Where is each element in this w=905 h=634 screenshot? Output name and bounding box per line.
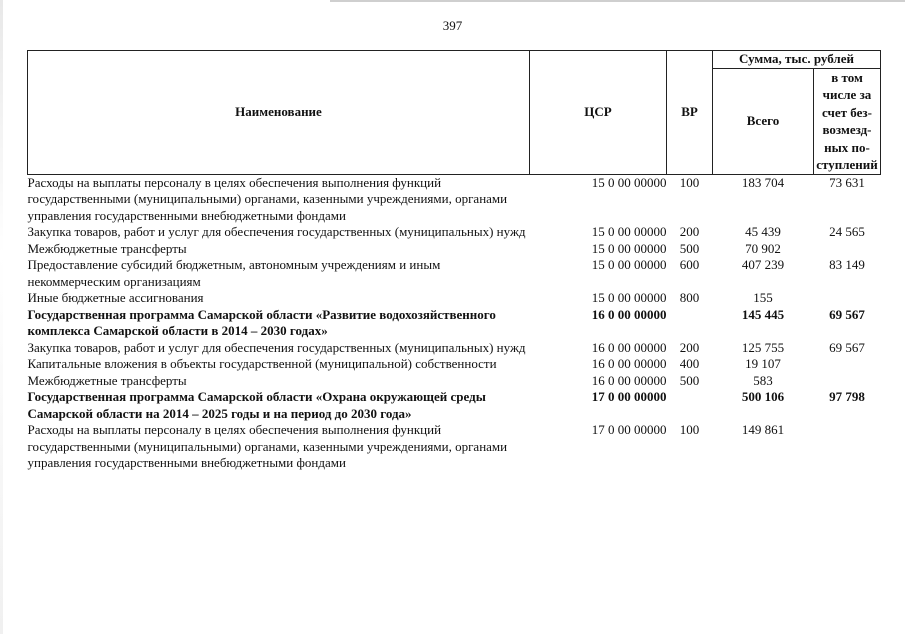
header-csr: ЦСР — [530, 51, 667, 175]
cell-free: 73 631 — [829, 174, 865, 190]
cell-total: 45 439 — [745, 224, 781, 239]
cell-name: Расходы на выплаты персоналу в целях обеспечения выполнения функций государственными (муниципальными) органами, казенными учреждениями, органами управления государственными внебюджетными фондами — [27, 174, 508, 223]
header-name: Наименование — [28, 51, 530, 175]
cell-name: Межбюджетные трансферты — [27, 372, 187, 388]
table-row — [28, 389, 881, 422]
table-row — [28, 307, 881, 340]
cell-vr: 100 — [679, 174, 700, 190]
table-row — [28, 224, 881, 241]
cell-name: Расходы на выплаты персоналу в целях обеспечения выполнения функций государственными (муниципальными) органами, казенными учреждениями, органами управления государственными внебюджетными фондами — [27, 422, 508, 470]
cell-total: 500 106 — [741, 389, 785, 404]
cell-name: Межбюджетные трансферты — [27, 240, 187, 256]
cell-vr: 100 — [679, 422, 700, 437]
cell-name: Иные бюджетные ассигнования — [27, 290, 204, 305]
cell-total: 407 239 — [741, 257, 785, 272]
cell-csr: 15 0 00 00000 — [591, 290, 667, 305]
cell-free — [814, 241, 881, 258]
cell-vr: 500 — [679, 240, 700, 256]
cell-total: 70 902 — [745, 240, 781, 256]
cell-free — [814, 356, 881, 373]
cell-csr: 17 0 00 00000 — [591, 422, 667, 437]
table-row — [28, 174, 881, 224]
cell-free: 69 567 — [829, 339, 865, 355]
cell-csr: 15 0 00 00000 — [591, 240, 667, 256]
cell-total: 583 — [753, 372, 773, 388]
cell-total: 125 755 — [741, 339, 785, 355]
header-total: Всего — [713, 68, 814, 174]
table-header — [28, 51, 881, 175]
header-vr: ВР — [667, 51, 713, 175]
cell-free: 97 798 — [829, 389, 865, 404]
cell-vr — [667, 307, 713, 340]
cell-name: Государственная программа Самарской области «Развитие водохозяйственного комплекса Самарской области в 2014 – 2030 годах» — [27, 306, 496, 338]
cell-csr: 16 0 00 00000 — [591, 339, 667, 355]
table-row — [28, 241, 881, 258]
cell-csr: 15 0 00 00000 — [591, 257, 667, 272]
header-free: в том числе за счет без-возмезд-ных по-ступлений — [814, 68, 881, 174]
cell-vr: 600 — [679, 257, 700, 272]
cell-name: Закупка товаров, работ и услуг для обеспечения государственных (муниципальных) нужд — [27, 224, 526, 239]
cell-name: Капитальные вложения в объекты государственной (муниципальной) собственности — [27, 356, 497, 371]
table-row — [28, 356, 881, 373]
budget-table — [27, 50, 881, 472]
cell-name: Предоставление субсидий бюджетным, автономным учреждениям и иным некоммерческим организациям — [27, 257, 441, 289]
cell-total: 155 — [753, 290, 773, 305]
cell-free — [814, 422, 881, 472]
cell-csr: 16 0 00 00000 — [591, 356, 667, 371]
cell-vr: 500 — [679, 372, 700, 388]
cell-csr: 15 0 00 00000 — [591, 174, 667, 190]
page-number: 397 — [442, 18, 463, 33]
table-row — [28, 257, 881, 290]
cell-vr — [667, 389, 713, 422]
table-row — [28, 290, 881, 307]
table-row — [28, 422, 881, 472]
cell-csr: 16 0 00 00000 — [591, 372, 667, 388]
cell-total: 19 107 — [745, 356, 781, 371]
cell-vr: 400 — [679, 356, 700, 371]
cell-total: 183 704 — [741, 174, 785, 190]
table-row — [28, 373, 881, 390]
cell-vr: 800 — [679, 290, 700, 305]
scan-edge — [0, 0, 3, 634]
cell-free: 83 149 — [829, 257, 865, 272]
cell-total: 149 861 — [741, 422, 785, 437]
cell-csr: 16 0 00 00000 — [591, 306, 667, 322]
cell-name: Государственная программа Самарской области «Охрана окружающей среды Самарской области на 2014 – 2025 годы и на период до 2030 года» — [27, 389, 486, 421]
table-body — [28, 174, 881, 472]
header-sum-group: Сумма, тыс. рублей — [713, 51, 881, 69]
top-rule — [330, 0, 905, 2]
cell-csr: 15 0 00 00000 — [591, 224, 667, 239]
cell-csr: 17 0 00 00000 — [591, 389, 667, 404]
cell-free: 24 565 — [829, 224, 865, 239]
table-row — [28, 340, 881, 357]
cell-total: 145 445 — [741, 306, 785, 322]
cell-free — [814, 290, 881, 307]
cell-vr: 200 — [679, 224, 700, 239]
cell-vr: 200 — [679, 339, 700, 355]
cell-free — [814, 373, 881, 390]
cell-free: 69 567 — [829, 306, 865, 322]
cell-name: Закупка товаров, работ и услуг для обеспечения государственных (муниципальных) нужд — [27, 339, 526, 355]
